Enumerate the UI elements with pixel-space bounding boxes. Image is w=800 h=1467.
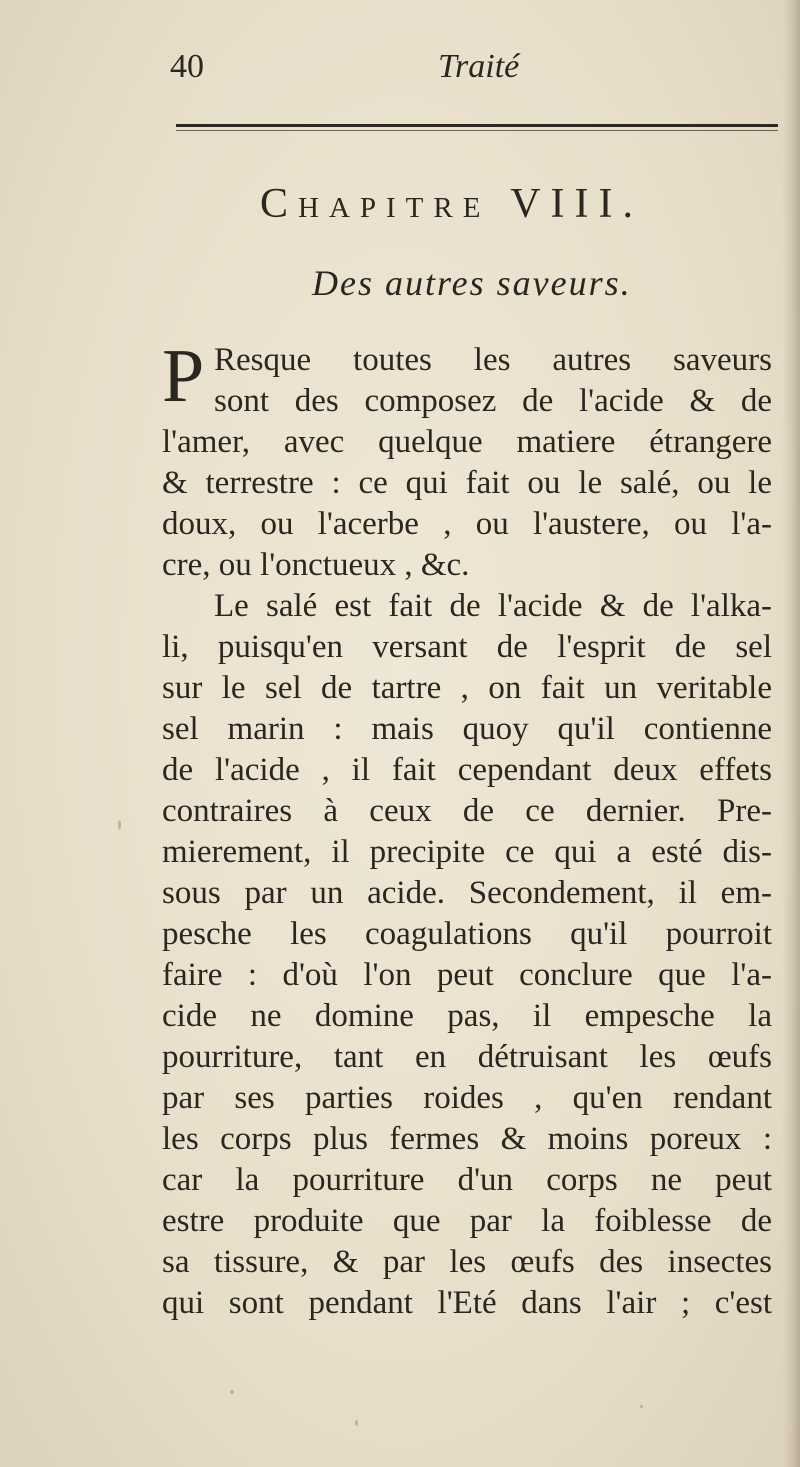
header-rule-thin <box>176 130 778 131</box>
text-line: mierement, il precipite ce qui a esté dis- <box>162 834 772 870</box>
text-line: sel marin : mais quoy qu'il contienne <box>162 711 772 747</box>
text-line: cide ne domine pas, il empesche la <box>162 998 772 1034</box>
page-number: 40 <box>170 48 204 85</box>
text-line: estre produite que par la foiblesse de <box>162 1203 772 1239</box>
text-line: car la pourriture d'un corps ne peut <box>162 1162 772 1198</box>
text-line: de l'acide , il fait cependant deux effets <box>162 752 772 788</box>
text-line: qui sont pendant l'Eté dans l'air ; c'est <box>162 1285 772 1321</box>
paper-speck <box>355 1420 358 1426</box>
text-line: l'amer, avec quelque matiere étrangere <box>162 424 772 460</box>
text-line: sont des composez de l'acide & de <box>214 383 772 419</box>
text-line: & terrestre : ce qui fait ou le salé, ou le <box>162 465 772 501</box>
running-head: Traité <box>438 48 520 85</box>
text-line: doux, ou l'acerbe , ou l'austere, ou l'a- <box>162 506 772 542</box>
chapter-title: Chapitre VIII. <box>260 181 643 227</box>
text-line: sa tissure, & par les œufs des insectes <box>162 1244 772 1280</box>
header-rule <box>176 124 778 127</box>
text-line: Le salé est fait de l'acide & de l'alka- <box>214 588 772 624</box>
page-header <box>170 48 730 98</box>
paper-speck <box>118 820 121 830</box>
text-line: cre, ou l'onctueux , &c. <box>162 547 470 583</box>
text-line: par ses parties roides , qu'en rendant <box>162 1080 772 1116</box>
text-line: pourriture, tant en détruisant les œufs <box>162 1039 772 1075</box>
paper-speck <box>640 1405 643 1408</box>
body-text <box>162 334 772 1324</box>
text-line: faire : d'où l'on peut conclure que l'a- <box>162 957 772 993</box>
paper-speck <box>230 1390 234 1394</box>
drop-cap: P <box>162 334 205 418</box>
text-line: sous par un acide. Secondement, il em- <box>162 875 772 911</box>
page-edge-shadow <box>782 0 800 1467</box>
text-line: Resque toutes les autres saveurs <box>214 342 772 378</box>
text-line: pesche les coagulations qu'il pourroit <box>162 916 772 952</box>
text-line: li, puisqu'en versant de l'esprit de sel <box>162 629 772 665</box>
text-line: contraires à ceux de ce dernier. Pre- <box>162 793 772 829</box>
section-title: Des autres saveurs. <box>312 263 632 303</box>
text-line: sur le sel de tartre , on fait un veritable <box>162 670 772 706</box>
text-line: les corps plus fermes & moins poreux : <box>162 1121 772 1157</box>
